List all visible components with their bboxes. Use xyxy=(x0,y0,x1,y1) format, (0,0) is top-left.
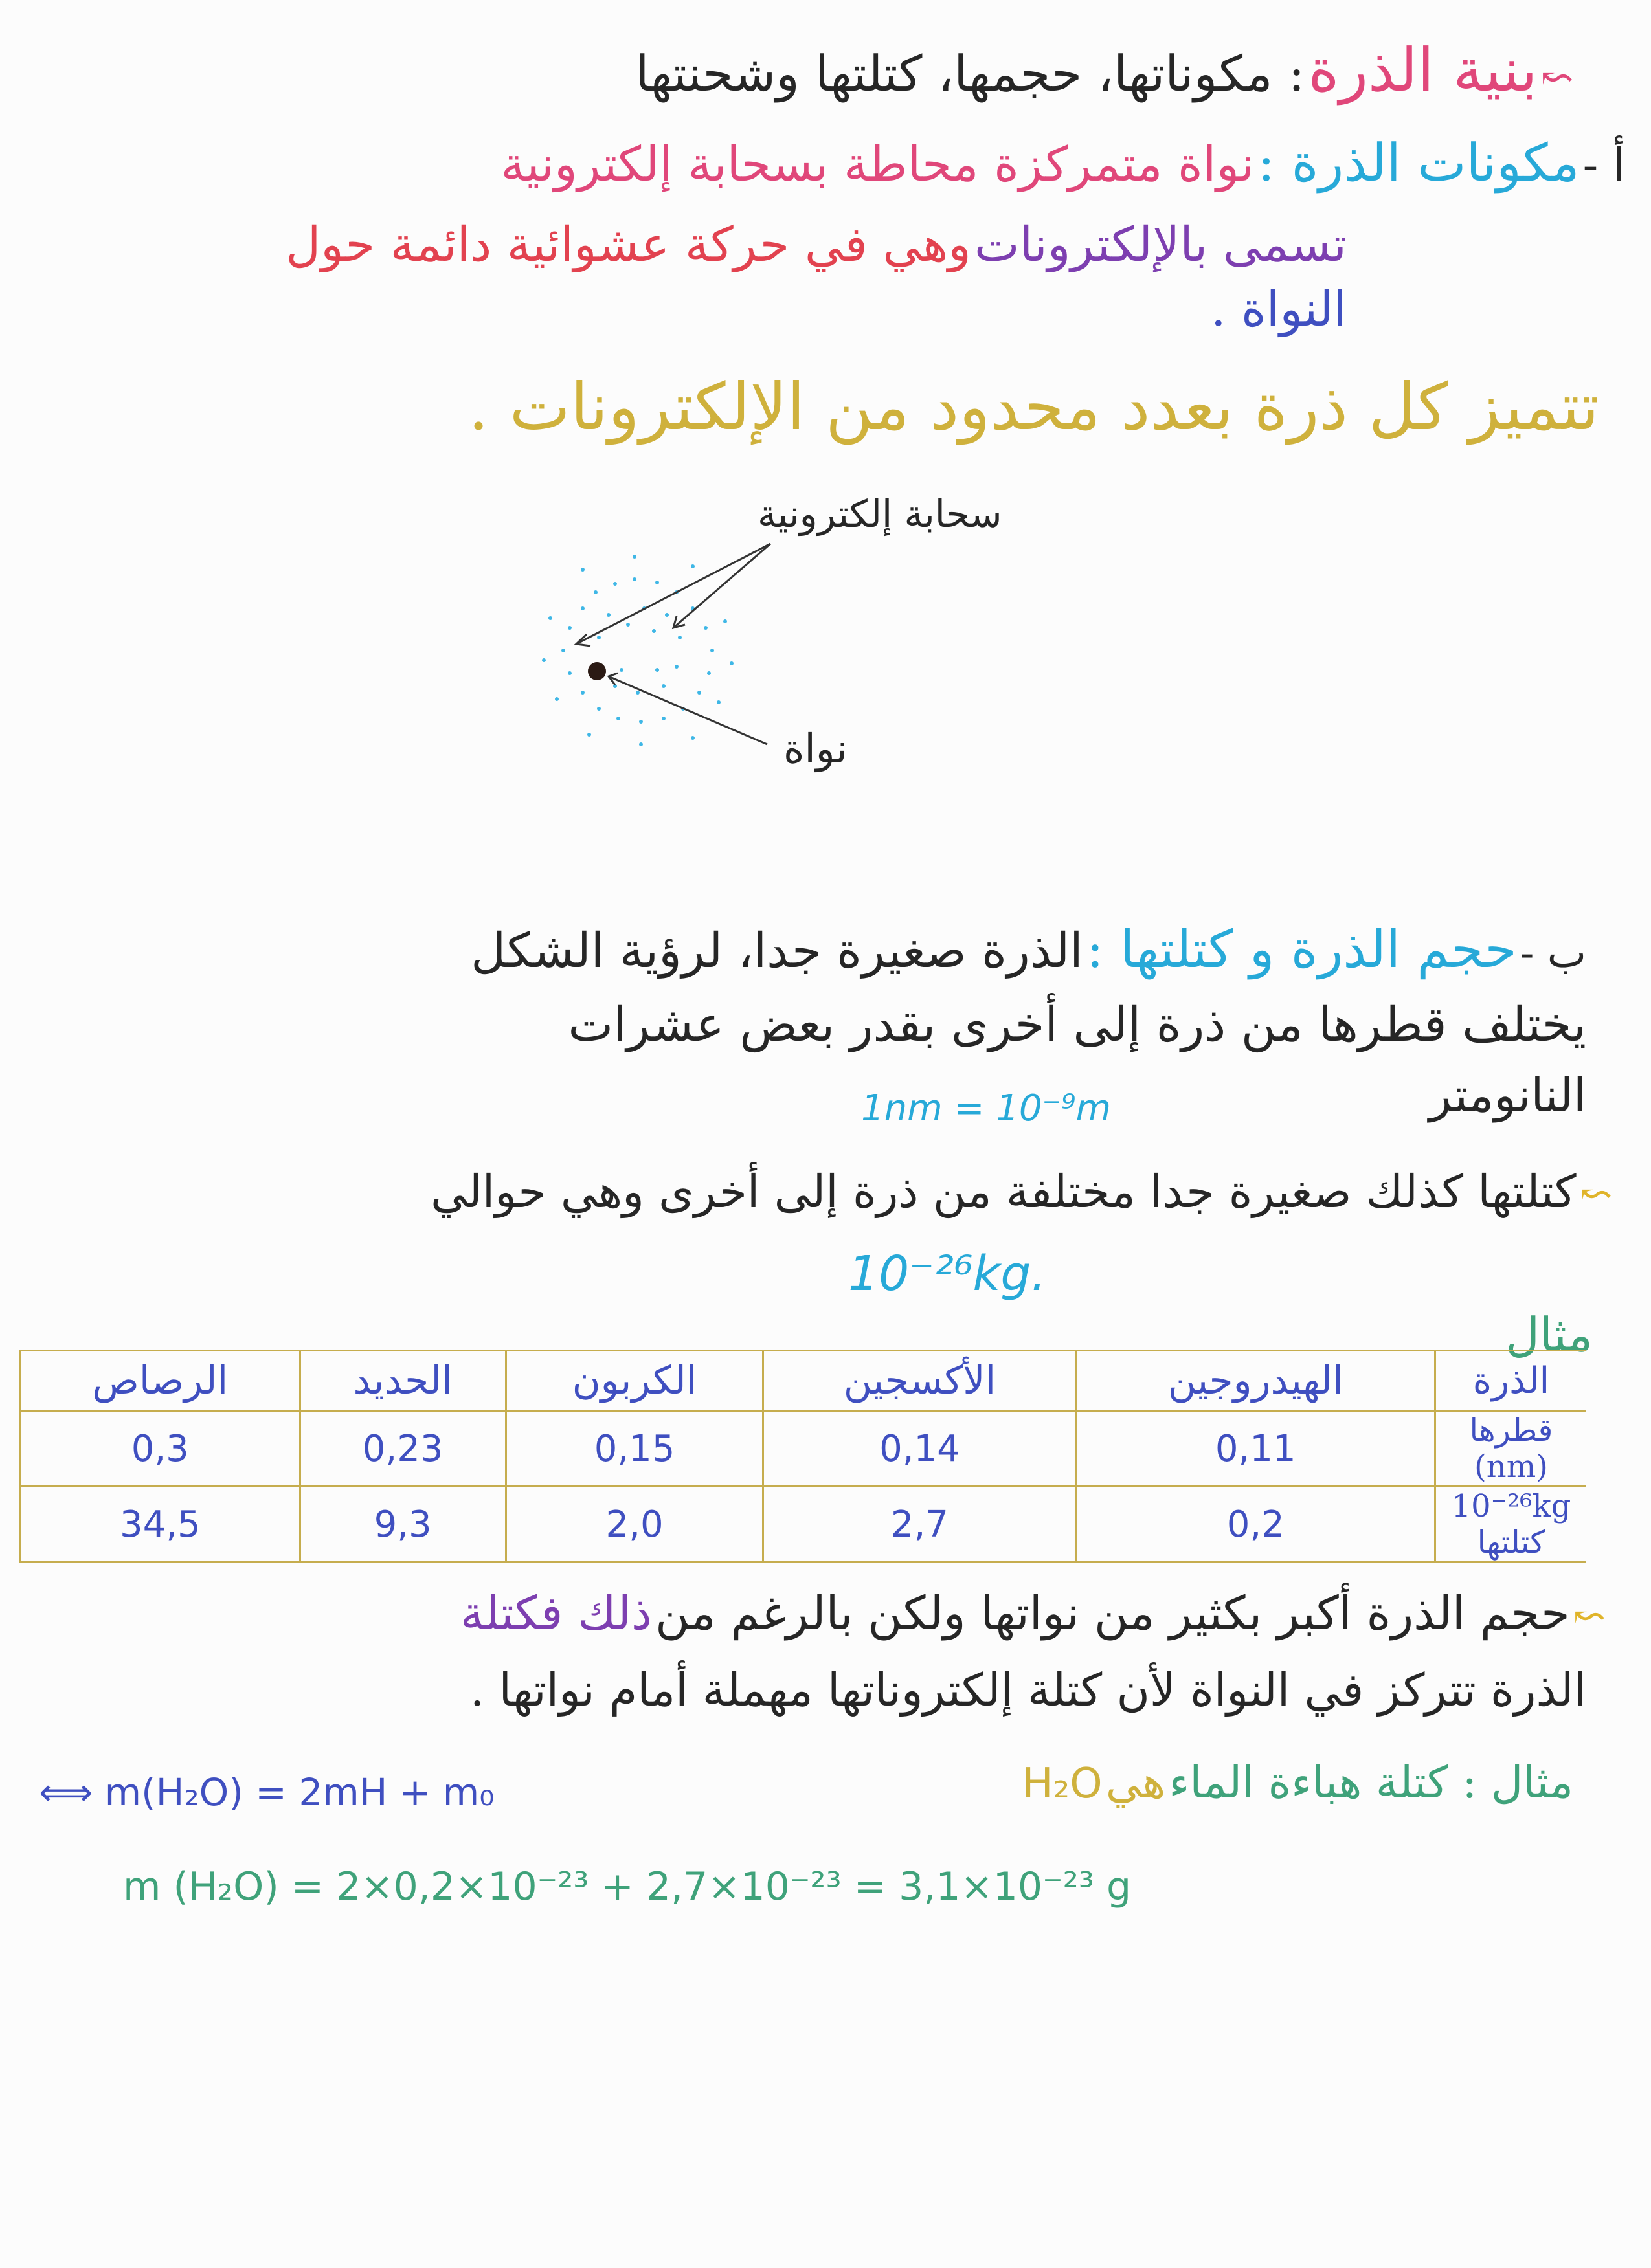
table-cell: 2,7 xyxy=(763,1487,1076,1562)
formula2: m (H₂O) = 2×0,2×10⁻²³ + 2,7×10⁻²³ = 3,1×10⁻²³ g xyxy=(123,1864,1132,1909)
example-label: مثال xyxy=(1505,1307,1593,1362)
table-row-label: قطرها (nm) xyxy=(1435,1411,1587,1487)
section-b-line2: يختلف قطرها من ذرة إلى أخرى بقدر بعض عشرات xyxy=(568,997,1586,1052)
section-a-note: تتميز كل ذرة بعدد محدود من الإلكترونات . xyxy=(468,369,1599,445)
section-b-line1 xyxy=(471,919,1586,979)
conclusion-line1: ↜ حجم الذرة أكبر بكثير من نواتها ولكن بالرغم من ذلك فكتلة xyxy=(460,1586,1606,1640)
table-cell: 0,2 xyxy=(1076,1487,1435,1562)
conclusion-line2: الذرة تتركز في النواة لأن كتلة إلكتروناتها مهملة أمام نواتها . xyxy=(470,1663,1586,1717)
label-arrows xyxy=(576,544,770,744)
table-col-iron: الحديد xyxy=(300,1351,506,1411)
mass-value: 10⁻²⁶kg. xyxy=(848,1246,1046,1302)
section-a-line3 xyxy=(1211,282,1347,337)
section-b-heading: حجم الذرة و كتلتها : xyxy=(1086,919,1517,979)
nano-note: 1nm = 10⁻⁹m xyxy=(861,1087,1112,1129)
table-cell: 0,15 xyxy=(506,1411,763,1487)
title-line xyxy=(635,36,1573,105)
table-col-hydrogen: الهيدروجين xyxy=(1076,1351,1435,1411)
table-header-label: الذرة xyxy=(1435,1351,1587,1411)
nucleus-label: نواة xyxy=(783,725,848,772)
atoms-table xyxy=(19,1350,1586,1563)
section-b-label: ب - xyxy=(1520,929,1586,977)
bullet-arrow-icon: ↜ xyxy=(1579,1172,1612,1217)
table-col-lead: الرصاص xyxy=(21,1351,300,1411)
formula1: ⟺ m(H₂O) = 2mH + m₀ xyxy=(39,1770,495,1814)
table-cell: 0,3 xyxy=(21,1411,300,1487)
section-b-line3: النانومتر xyxy=(1429,1068,1586,1122)
section-a-text4: النواة . xyxy=(1210,282,1347,337)
section-a-heading: مكونات الذرة : xyxy=(1257,133,1580,193)
table-cell: 9,3 xyxy=(300,1487,506,1562)
table-row xyxy=(21,1411,1587,1487)
title-main: بنية الذرة xyxy=(1308,36,1538,105)
section-a-label: أ - xyxy=(1582,139,1625,192)
table-col-carbon: الكربون xyxy=(506,1351,763,1411)
section-a-text2: تسمى بالإلكترونات xyxy=(974,217,1347,272)
table-col-oxygen: الأكسجين xyxy=(763,1351,1076,1411)
bullet-arrow-icon: ↜ xyxy=(1540,55,1573,100)
mass-line: ↜ كتلتها كذلك صغيرة جدا مختلفة من ذرة إلى أخرى وهي حوالي xyxy=(431,1165,1612,1218)
table-header-row xyxy=(21,1351,1587,1411)
section-a-line1 xyxy=(500,133,1625,193)
section-a-text3: وهي في حركة عشوائية دائمة حول xyxy=(286,217,971,272)
table-row-label: 10⁻²⁶kg كتلتها xyxy=(1435,1487,1587,1562)
section-b-text1: الذرة صغيرة جدا، لرؤية الشكل xyxy=(471,923,1083,979)
example2-line: مثال : كتلة هباءة الماء هي H₂O xyxy=(1022,1757,1573,1808)
bullet-arrow-icon: ↜ xyxy=(1573,1594,1606,1639)
table-row xyxy=(21,1487,1587,1562)
table-cell: 0,11 xyxy=(1076,1411,1435,1487)
cloud-label: سحابة إلكترونية xyxy=(758,492,1002,536)
section-a-text1: نواة متمركزة محاطة بسحابة إلكترونية xyxy=(500,137,1255,192)
section-a-line2 xyxy=(286,217,1347,272)
nucleus xyxy=(588,662,606,680)
table-cell: 0,23 xyxy=(300,1411,506,1487)
table-cell: 2,0 xyxy=(506,1487,763,1562)
title-sub: : مكوناتها، حجمها، كتلتها وشحنتها xyxy=(635,45,1305,102)
table-cell: 34,5 xyxy=(21,1487,300,1562)
table-cell: 0,14 xyxy=(763,1411,1076,1487)
